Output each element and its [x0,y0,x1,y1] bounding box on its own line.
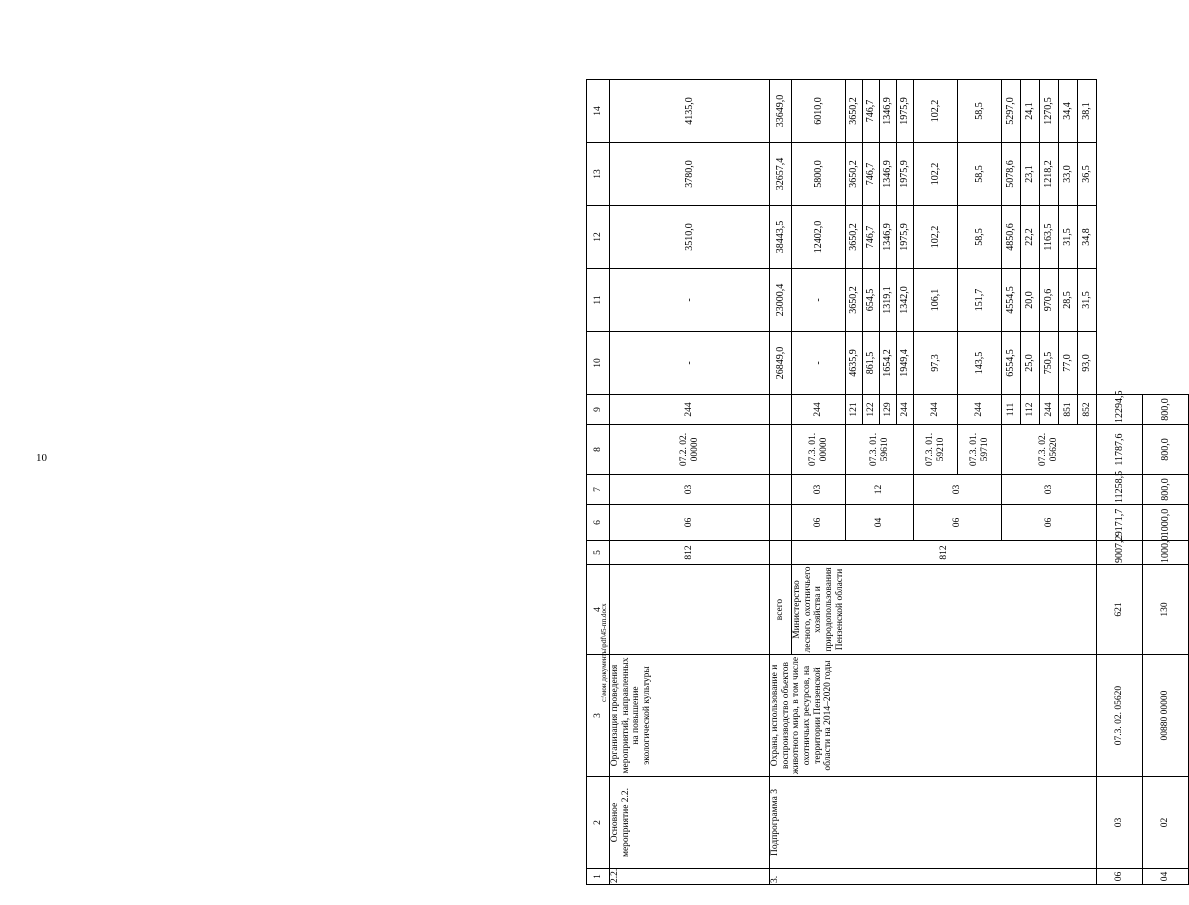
vr-cell: 244 [914,395,958,425]
header-cell: 4 [587,565,610,655]
responsible-cell [610,565,770,655]
header-cell: 5 [587,541,610,565]
header-cell: 12 [587,206,610,269]
value-cell: 22,2 [1021,206,1040,269]
value-cell: 1319,1 [880,269,897,332]
csr-cell: 00880 00000 [1143,655,1189,777]
value-cell: 12402,0 [792,206,846,269]
value-cell: 6554,5 [1002,332,1021,395]
rz-cell: 06 [1002,505,1097,541]
budget-table-rotated [586,80,1171,885]
value-cell: 800,0 [1143,395,1189,425]
csr-cell: 07.3. 02. 05620 [1097,655,1143,777]
csr-cell: 07.3. 01. 00000 [792,425,846,475]
value-cell: 5800,0 [792,143,846,206]
row-number: 3. [770,869,1097,885]
value-cell: 34,8 [1078,206,1097,269]
value-cell: 9007,2 [1097,541,1143,565]
value-cell: 102,2 [914,206,958,269]
value-cell: 746,7 [863,206,880,269]
value-cell: 3510,0 [610,206,770,269]
pr-cell: 03 [792,475,846,505]
header-cell: 10 [587,332,610,395]
vr-cell: 130 [1143,565,1189,655]
table-row-2-2 [610,80,770,885]
header-cell: 14 [587,80,610,143]
value-cell: 36,5 [1078,143,1097,206]
value-cell: 20,0 [1021,269,1040,332]
value-cell: 970,6 [1040,269,1059,332]
value-cell: 28,5 [1059,269,1078,332]
value-cell: 11258,5 [1097,475,1143,505]
value-cell: - [792,269,846,332]
value-cell: 38443,5 [770,206,792,269]
csr-cell [770,425,792,475]
row-description: Организация проведения мероприятий, направленных на повышение экологической культуры [610,655,770,777]
header-cell: 9 [587,395,610,425]
value-cell: 3650,2 [846,206,863,269]
header-cell: 7 [587,475,610,505]
value-cell: 4554,5 [1002,269,1021,332]
row-name: Основное мероприятие 2.2. [610,777,770,869]
value-cell: 77,0 [1059,332,1078,395]
vr-cell: 122 [863,395,880,425]
csr-cell: 07.3. 01. 59710 [958,425,1002,475]
value-cell: 4635,9 [846,332,863,395]
value-cell: 1975,9 [897,206,914,269]
vr-cell [770,395,792,425]
value-cell: 1270,5 [1040,80,1059,143]
grbs-cell: 812 [792,541,1097,565]
total-label: всего [770,565,792,655]
row-description: Охрана, использование и воспроизводство объектов животного мира, в том числе охотничьих ресурсов, на территории Пензенской области на 2014–2020 годы [770,655,1097,777]
value-cell: 58,5 [958,80,1002,143]
csr-cell: 07.3. 01. 59210 [914,425,958,475]
value-cell: 4850,6 [1002,206,1021,269]
rz-cell: 06 [792,505,846,541]
value-cell: 24,1 [1021,80,1040,143]
vr-cell: 244 [958,395,1002,425]
rz-cell: 04 [1143,869,1189,885]
grbs-cell: 812 [610,541,770,565]
csr-cell: 07.3. 01. 59610 [846,425,914,475]
value-cell: - [610,332,770,395]
value-cell: 23,1 [1021,143,1040,206]
value-cell: 1949,4 [897,332,914,395]
header-cell: 6 [587,505,610,541]
value-cell: 9171,7 [1097,505,1143,541]
header-row [587,80,610,885]
value-cell: 5078,6 [1002,143,1021,206]
page-number: 10 [36,452,47,464]
value-cell: 33,0 [1059,143,1078,206]
value-cell: 750,5 [1040,332,1059,395]
value-cell: 1000,0 [1143,541,1189,565]
value-cell: 1975,9 [897,143,914,206]
value-cell: 746,7 [863,143,880,206]
vr-cell: 121 [846,395,863,425]
vr-cell: 244 [610,395,770,425]
header-cell: 11 [587,269,610,332]
value-cell: 746,7 [863,80,880,143]
value-cell: 11787,6 [1097,425,1143,475]
grbs-cell [770,541,792,565]
value-cell: 654,5 [863,269,880,332]
value-cell: 33649,0 [770,80,792,143]
value-cell: - [792,332,846,395]
value-cell: 1000,0 [1143,505,1189,541]
table-row [1143,80,1189,885]
value-cell: 4135,0 [610,80,770,143]
value-cell: 143,5 [958,332,1002,395]
vr-cell: 244 [897,395,914,425]
csr-cell: 07.3. 02. 05620 [1002,425,1097,475]
csr-cell: 07.2. 02. 00000 [610,425,770,475]
value-cell: 34,4 [1059,80,1078,143]
vr-cell: 244 [1040,395,1059,425]
rz-cell: 04 [846,505,914,541]
value-cell: 3650,2 [846,143,863,206]
file-path-footer: c:\мои документы\pdf\45-пп.docx [600,603,608,702]
pr-cell: 03 [1002,475,1097,505]
rz-cell [770,505,792,541]
vr-cell: 244 [792,395,846,425]
value-cell: 38,1 [1078,80,1097,143]
row-name: Подпрограмма 3 [770,777,1097,869]
value-cell: 3780,0 [610,143,770,206]
value-cell: 1975,9 [897,80,914,143]
vr-cell: 129 [880,395,897,425]
value-cell: 106,1 [914,269,958,332]
vr-cell: 111 [1002,395,1021,425]
vr-cell: 852 [1078,395,1097,425]
value-cell: 1346,9 [880,143,897,206]
value-cell: 3650,2 [846,80,863,143]
value-cell: 151,7 [958,269,1002,332]
value-cell: 93,0 [1078,332,1097,395]
value-cell: 58,5 [958,206,1002,269]
vr-cell: 112 [1021,395,1040,425]
value-cell: 12294,5 [1097,395,1143,425]
value-cell: 5297,0 [1002,80,1021,143]
header-cell: 3 [587,655,610,777]
value-cell: 102,2 [914,143,958,206]
table-row-3-total [770,80,792,885]
value-cell: 861,5 [863,332,880,395]
value-cell: 58,5 [958,143,1002,206]
value-cell: 6010,0 [792,80,846,143]
value-cell: 1218,2 [1040,143,1059,206]
ministry-cell: Министерство лесного, охотничьего хозяйства и природопользования Пензенской области [792,565,1097,655]
value-cell: 97,3 [914,332,958,395]
value-cell: 31,5 [1078,269,1097,332]
pr-cell: 02 [1143,777,1189,869]
pr-cell: 12 [846,475,914,505]
value-cell: 102,2 [914,80,958,143]
pr-cell: 03 [1097,777,1143,869]
value-cell: 26849,0 [770,332,792,395]
value-cell: 800,0 [1143,425,1189,475]
rz-cell: 06 [610,505,770,541]
budget-table [586,79,1189,885]
row-number: 2.2. [610,869,770,885]
value-cell: 31,5 [1059,206,1078,269]
vr-cell: 621 [1097,565,1143,655]
value-cell: 3650,2 [846,269,863,332]
table-row [1097,80,1143,885]
value-cell: 25,0 [1021,332,1040,395]
vr-cell: 851 [1059,395,1078,425]
value-cell: 32657,4 [770,143,792,206]
value-cell: 1163,5 [1040,206,1059,269]
value-cell: 800,0 [1143,475,1189,505]
value-cell: 1346,9 [880,206,897,269]
header-cell: 8 [587,425,610,475]
value-cell: 23000,4 [770,269,792,332]
value-cell: 1654,2 [880,332,897,395]
rz-cell: 06 [1097,869,1143,885]
pr-cell [770,475,792,505]
pr-cell: 03 [914,475,1002,505]
value-cell: - [610,269,770,332]
pr-cell: 03 [610,475,770,505]
rz-cell: 06 [914,505,1002,541]
header-cell: 2 [587,777,610,869]
header-cell: 1 [587,869,610,885]
value-cell: 1342,0 [897,269,914,332]
header-cell: 13 [587,143,610,206]
value-cell: 1346,9 [880,80,897,143]
